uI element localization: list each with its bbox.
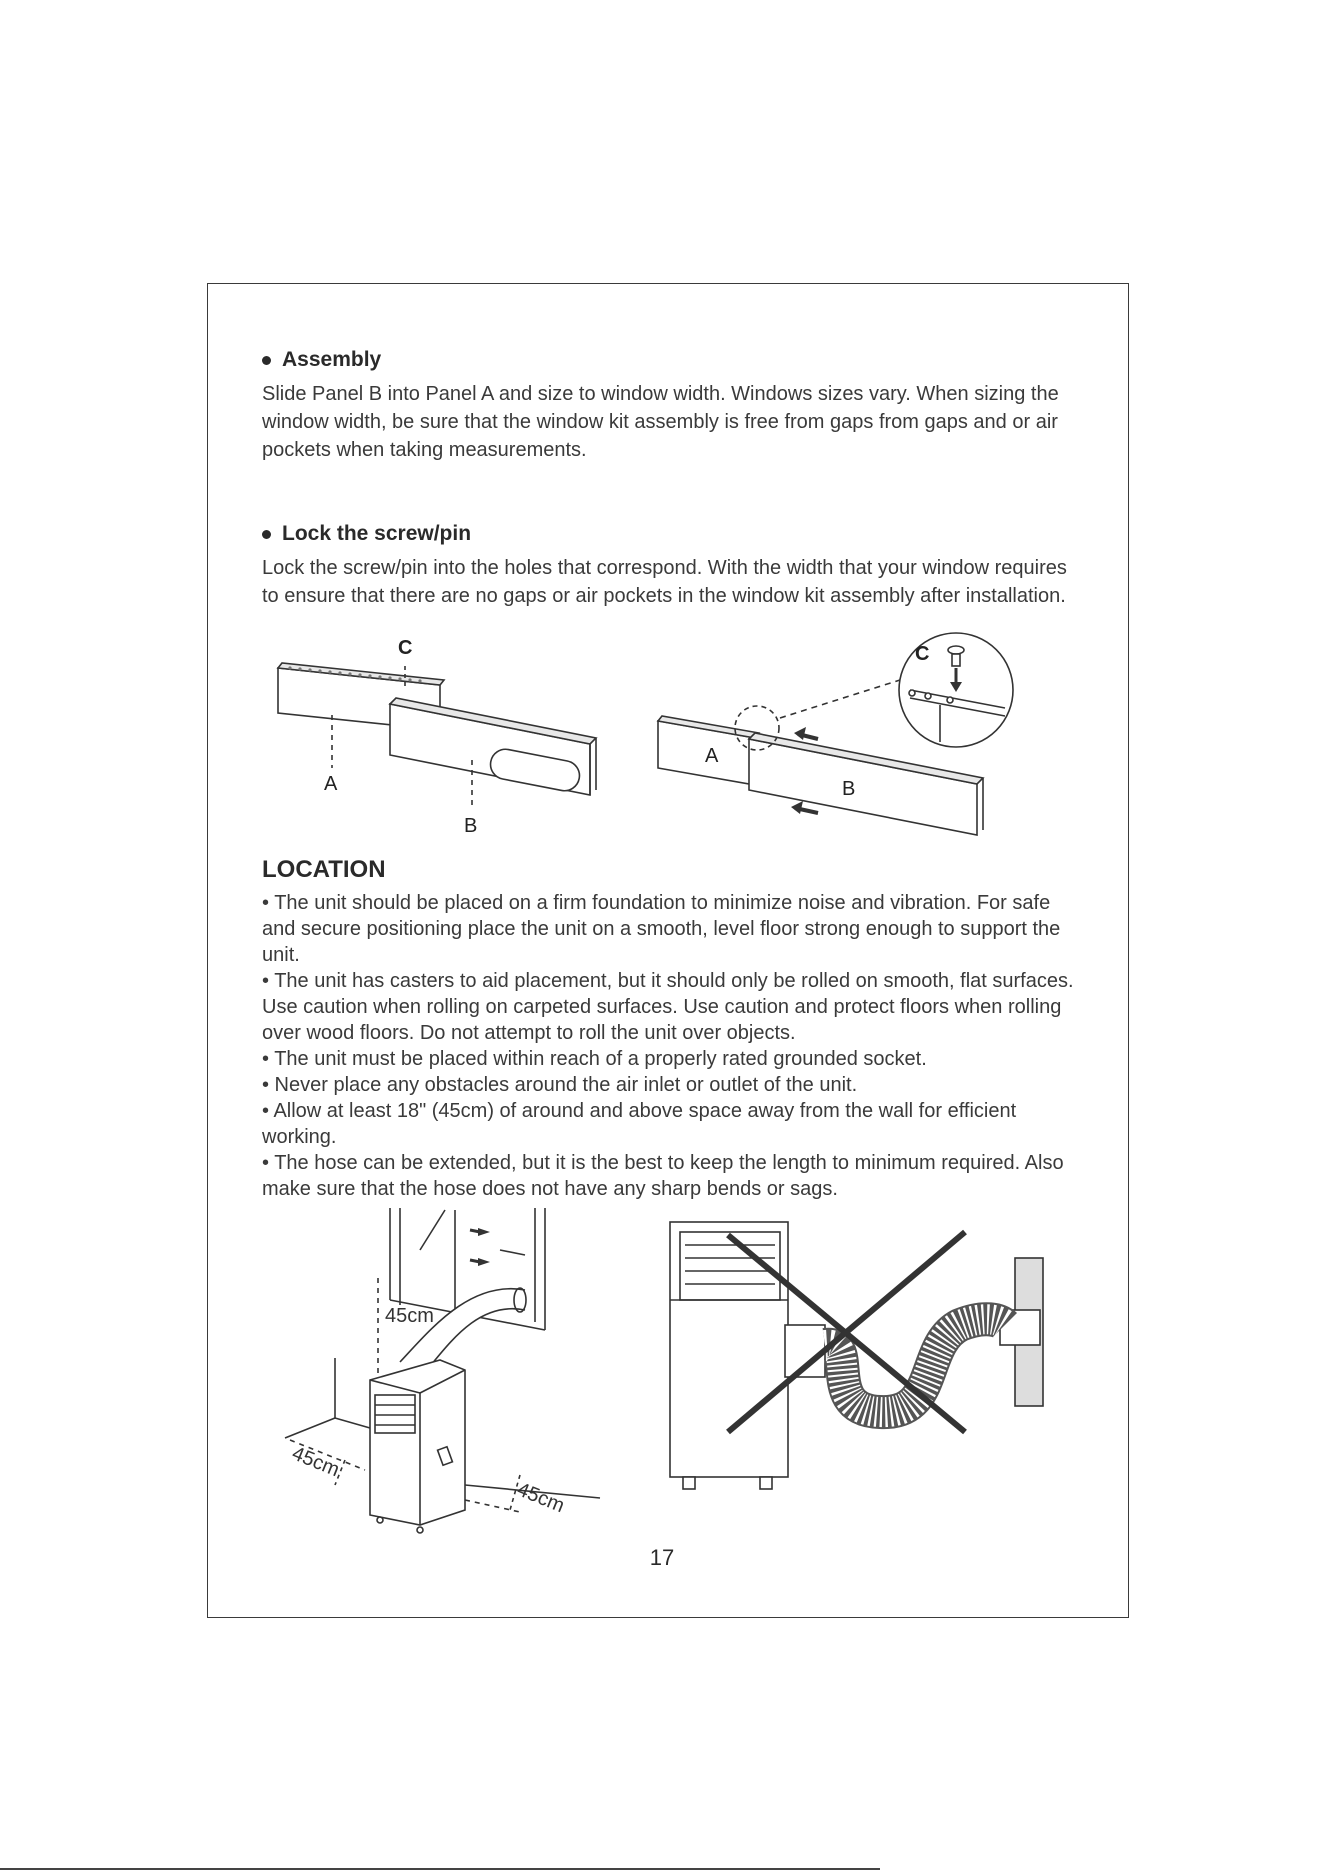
list-item: • Allow at least 18" (45cm) of around and above space away from the wall for efficient working.	[262, 1100, 1017, 1148]
list-item: • The unit has casters to aid placement, but it should only be rolled on smooth, flat surfaces. Use caution when rolling on carpeted surfaces. Use caution and protect floors when rolling over wood floors. Do not attempt to roll the unit over objects.	[262, 970, 1074, 1044]
label-b-right: B	[842, 778, 856, 800]
label-c-left: C	[398, 637, 413, 659]
label-a-right: A	[705, 745, 719, 767]
ac-unit-left	[370, 1360, 465, 1525]
list-item: • The unit must be placed within reach of a properly rated grounded socket.	[262, 1048, 927, 1070]
list-item: • Never place any obstacles around the air inlet or outlet of the unit.	[262, 1074, 858, 1096]
assembly-heading-text: Assembly	[282, 348, 382, 371]
bottom-rule	[0, 1868, 880, 1870]
page-number: 17	[649, 1545, 675, 1570]
label-c-right: C	[915, 643, 930, 665]
lock-heading-text: Lock the screw/pin	[282, 522, 472, 545]
lock-text: Lock the screw/pin into the holes that correspond. With the width that your window requires to ensure that there are no gaps or air pockets in the window kit assembly after installation.	[262, 557, 1067, 607]
label-b-left: B	[464, 815, 478, 837]
list-item: • The hose can be extended, but it is the best to keep the length to minimum required. Also make sure that the hose does not have any sharp bends or sags.	[262, 1152, 1064, 1200]
label-a-left: A	[324, 773, 338, 795]
assembly-text: Slide Panel B into Panel A and size to window width. Windows sizes vary. When sizing the window width, be sure that the window kit assembly is free from gaps from gaps and or air pockets when taking measurements.	[262, 383, 1059, 461]
clearance-label-left: 45cm	[288, 1442, 343, 1482]
clearance-label-top: 45cm	[385, 1305, 434, 1327]
list-item: • The unit should be placed on a firm foundation to minimize noise and vibration. For safe and secure positioning place the unit on a smooth, level floor strong enough to support the unit.	[262, 892, 1061, 966]
clearance-label-right: 45cm	[513, 1478, 568, 1518]
location-title: LOCATION	[262, 856, 386, 883]
